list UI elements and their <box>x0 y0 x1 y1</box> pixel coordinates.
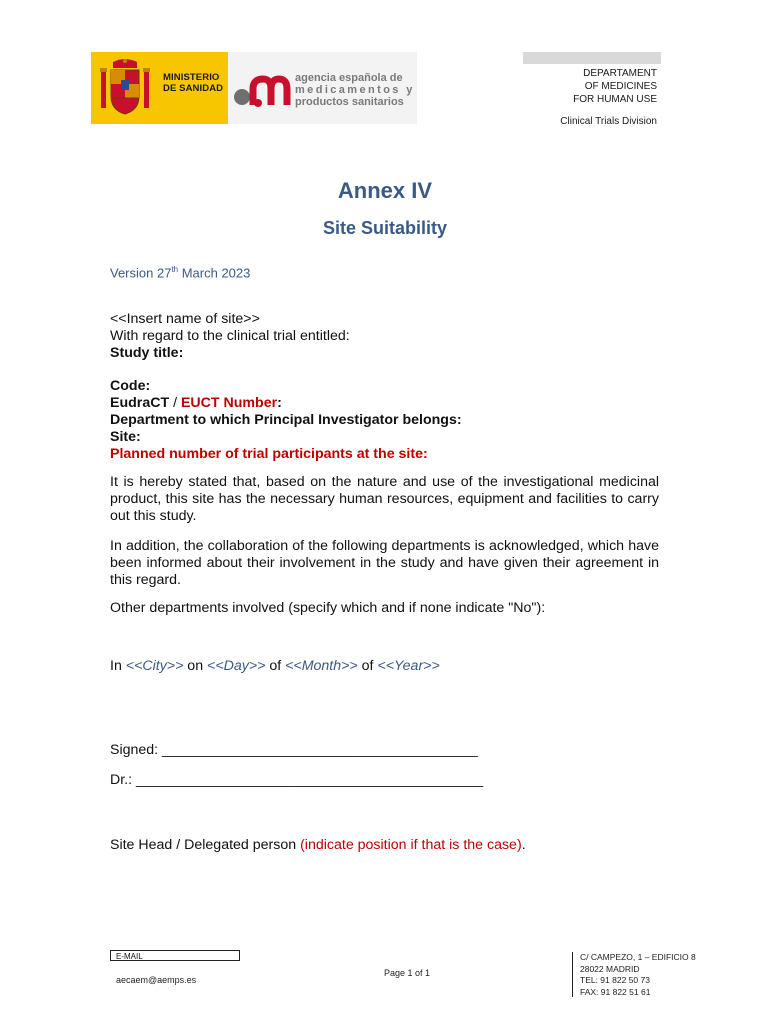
page-number: Page 1 of 1 <box>384 968 431 978</box>
regard-line: With regard to the clinical trial entitled: <box>110 328 350 344</box>
version-label <box>110 265 250 280</box>
site-head-period: . <box>521 837 526 853</box>
site-head-note: (indicate position if that is the case) <box>300 837 522 853</box>
division-label: Clinical Trials Division <box>560 116 657 127</box>
statement-paragraph: It is hereby stated that, based on the nature and use of the investigational medicinal product, this site has the necessary human resources, equipment and facilities to carry out this study. <box>110 474 659 524</box>
place-date-line <box>110 658 659 675</box>
agency-line-3: productos sanitarios <box>295 96 404 109</box>
coat-of-arms-icon <box>99 58 151 118</box>
place-of-2: of <box>357 658 378 674</box>
planned-participants-label: Planned number of trial participants at the site: <box>110 446 428 462</box>
department-line-2: OF MEDICINES <box>584 81 657 92</box>
doctor-line[interactable]: Dr.: ____________________________________________ <box>110 772 484 788</box>
header-gray-bar <box>523 52 661 64</box>
site-head-text: Site Head / Delegated person <box>110 837 301 853</box>
address-phone: TEL: 91 822 50 73 <box>580 975 650 985</box>
signed-line[interactable]: Signed: ________________________________________ <box>110 742 478 758</box>
eudract-colon: : <box>277 395 282 411</box>
other-departments-label: Other departments involved (specify which and if none indicate "No"): <box>110 600 546 616</box>
footer-email[interactable]: aecaem@aemps.es <box>116 975 197 985</box>
document-subtitle: Site Suitability <box>322 218 448 238</box>
eudract-separator: / <box>169 395 181 411</box>
eudract-label <box>110 395 659 412</box>
collaboration-paragraph: In addition, the collaboration of the following departments is acknowledged, which have been informed about their involvement in the study and have given their agreement in this regard. <box>110 538 659 588</box>
address-line-2: 28022 MADRID <box>580 963 640 974</box>
email-label-box: E-MAIL <box>110 950 240 961</box>
study-title-label: Study title: <box>110 345 184 361</box>
place-on: on <box>183 658 208 674</box>
footer-address <box>572 952 696 997</box>
department-block <box>573 67 657 106</box>
place-of-1: of <box>265 658 286 674</box>
code-label: Code: <box>110 378 151 394</box>
address-fax: FAX: 91 822 51 61 <box>580 986 651 997</box>
department-label: Department to which Principal Investigator belongs: <box>110 412 462 428</box>
site-label: Site: <box>110 429 141 445</box>
ministry-name <box>163 73 223 94</box>
place-in: In <box>110 658 126 674</box>
version-sup: th <box>171 265 179 274</box>
version-prefix: Version 27 <box>110 265 172 281</box>
version-suffix: March 2023 <box>178 265 251 281</box>
department-line-1: DEPARTAMENT <box>583 68 657 79</box>
department-line-3: FOR HUMAN USE <box>573 94 657 105</box>
agency-line-2: medicamentos y <box>295 84 415 97</box>
site-head-line <box>110 837 659 854</box>
eudract-text: EudraCT <box>110 395 170 411</box>
agency-name <box>295 72 415 109</box>
agency-line-1: agencia española de <box>295 72 403 84</box>
site-name-placeholder[interactable]: <<Insert name of site>> <box>110 311 260 327</box>
euct-number-text: EUCT Number <box>180 395 278 411</box>
agency-am-logo-icon <box>233 73 291 109</box>
ministry-name-line-2: DE SANIDAD <box>163 82 224 94</box>
city-placeholder[interactable]: <<City>> <box>125 658 184 674</box>
address-line-1: C/ CAMPEZO, 1 – EDIFICIO 8 <box>580 952 696 962</box>
ministry-name-line-1: MINISTERIO <box>163 72 220 83</box>
month-placeholder[interactable]: <<Month>> <box>285 658 358 674</box>
year-placeholder[interactable]: <<Year>> <box>377 658 440 674</box>
day-placeholder[interactable]: <<Day>> <box>207 658 266 674</box>
document-title: Annex IV <box>337 178 433 203</box>
